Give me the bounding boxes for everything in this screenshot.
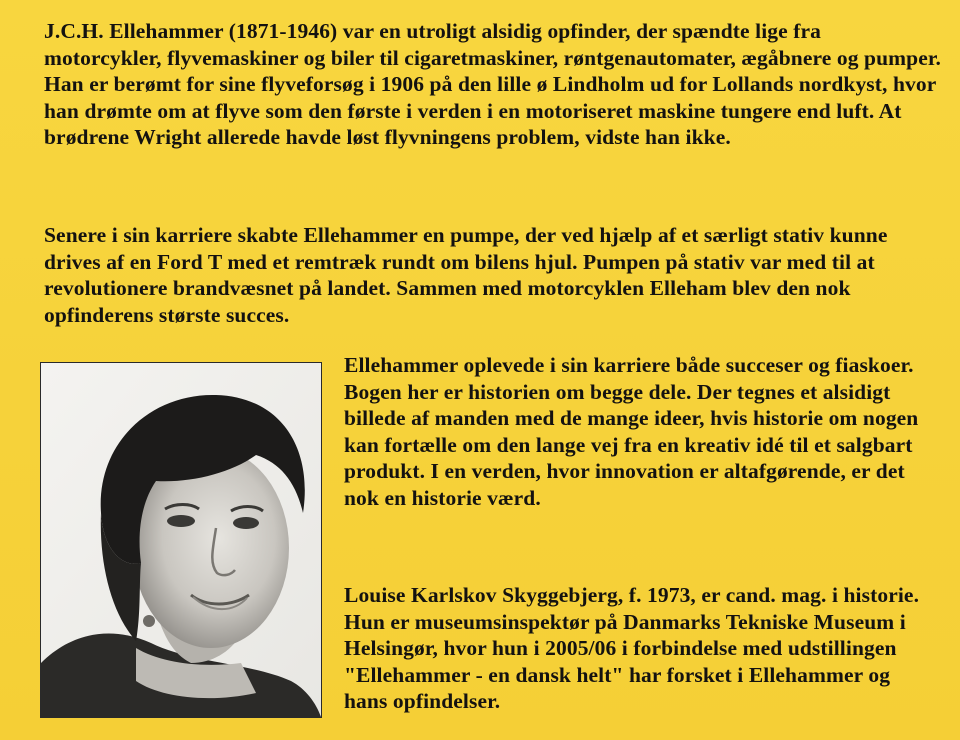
author-bio-paragraph: Louise Karlskov Skyggebjerg, f. 1973, er cand. mag. i historie. Hun er museumsinspektør på Danmarks Tekniske Museum i Helsingør, hvor hun i 2005/06 i forbindelse med udstillingen "Ellehammer - en dansk helt" har forsket i Ellehammer og hans opfindelser.	[344, 583, 920, 713]
author-photo	[40, 362, 322, 718]
career-paragraph: Senere i sin karriere skabte Ellehammer en pumpe, der ved hjælp af et særligt stativ kunne drives af en Ford T med et remtræk rundt om bilens hjul. Pumpen på stativ var med til at revolutionere brandvæsnet på landet. Sammen med motorcyklen Elleham blev den nok opfinderens største succes.	[44, 223, 888, 327]
book-paragraph: Ellehammer oplevede i sin karriere både succeser og fiaskoer. Bogen her er historien om begge dele. Der tegnes et alsidigt billede af manden med de mange ideer, hvis historie om nogen kan fortælle om den lange vej fra en kreativ idé til et salgbart produkt. I en verden, hvor innovation er altafgørende, er det nok en historie værd.	[344, 353, 919, 510]
intro-paragraph: J.C.H. Ellehammer (1871-1946) var en utroligt alsidig opfinder, der spændte lige fra motorcykler, flyvemaskiner og biler til cigaretmaskiner, røntgenautomater, ægåbnere og pumper. Han er berømt for sine flyveforsøg i 1906 på den lille ø Lindholm ud for Lollands nordkyst, hvor han drømte om at flyve som den første i verden i en motoriseret maskine tungere end luft. At brødrene Wright allerede havde løst flyvningens problem, vidste han ikke.	[44, 19, 942, 149]
